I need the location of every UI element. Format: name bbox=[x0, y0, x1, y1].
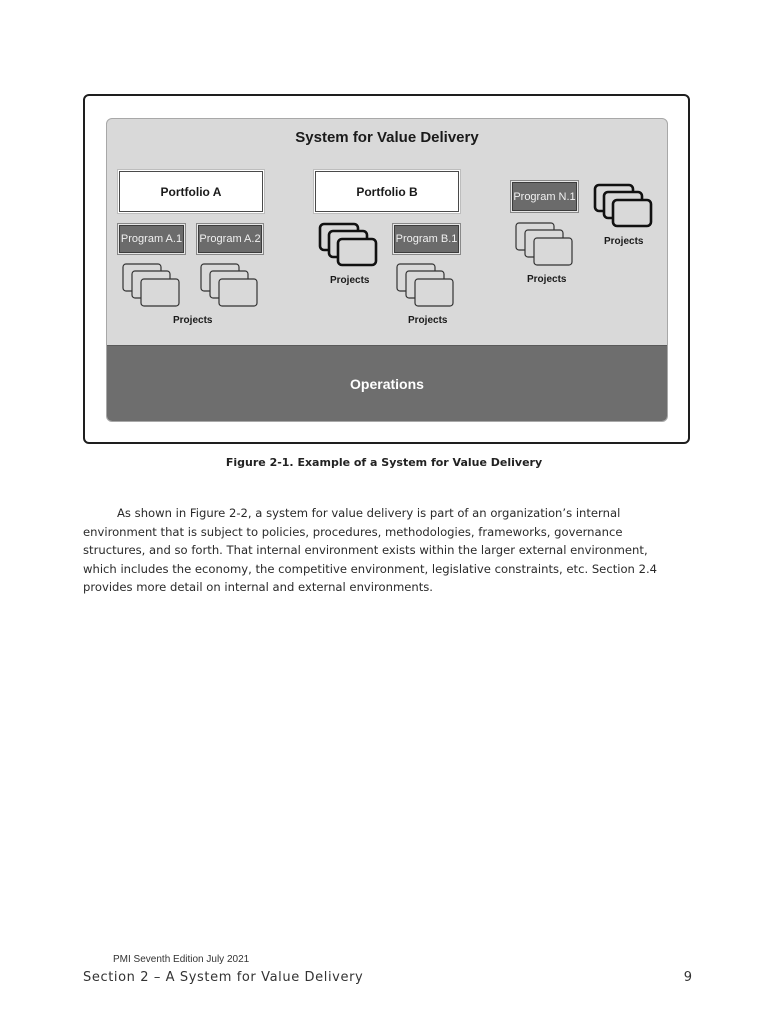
system-for-value-delivery-panel bbox=[106, 118, 668, 422]
body-paragraph bbox=[83, 504, 693, 597]
paragraph-line: structures, and so forth. That internal environment exists within the larger external environment, bbox=[83, 543, 648, 557]
portfolio-a-box: Portfolio A bbox=[119, 171, 263, 212]
portfolio-b-box: Portfolio B bbox=[315, 171, 459, 212]
paragraph-line: As shown in Figure 2-2, a system for value delivery is part of an organization’s internal bbox=[117, 506, 621, 520]
projects-label: Projects bbox=[408, 315, 448, 326]
program-a2-box: Program A.2 bbox=[198, 225, 262, 253]
figure-frame bbox=[83, 94, 690, 444]
projects-stack-icon bbox=[593, 183, 655, 229]
projects-label: Projects bbox=[330, 275, 370, 286]
footer-edition: PMI Seventh Edition July 2021 bbox=[113, 954, 250, 965]
footer-section-title: Section 2 – A System for Value Delivery bbox=[83, 970, 364, 985]
projects-stack-icon bbox=[122, 263, 182, 309]
paragraph-line: provides more detail on internal and external environments. bbox=[83, 580, 433, 594]
paragraph-line: which includes the economy, the competitive environment, legislative constraints, etc. Section 2.4 bbox=[83, 561, 658, 576]
operations-band: Operations bbox=[107, 345, 667, 421]
paragraph-line: environment that is subject to policies, procedures, methodologies, frameworks, governance bbox=[83, 524, 623, 539]
page-number: 9 bbox=[683, 970, 692, 985]
projects-stack-icon bbox=[200, 263, 260, 309]
projects-stack-icon bbox=[515, 222, 575, 268]
program-n1-box: Program N.1 bbox=[512, 182, 577, 211]
projects-label: Projects bbox=[173, 315, 213, 326]
program-b1-box: Program B.1 bbox=[394, 225, 459, 253]
projects-label: Projects bbox=[604, 236, 644, 247]
program-a1-box: Program A.1 bbox=[119, 225, 184, 253]
projects-label: Projects bbox=[527, 274, 567, 285]
projects-stack-icon bbox=[318, 222, 380, 268]
projects-stack-icon bbox=[396, 263, 456, 309]
figure-caption: Figure 2-1. Example of a System for Value Delivery bbox=[225, 456, 543, 469]
system-title: System for Value Delivery bbox=[295, 129, 479, 146]
